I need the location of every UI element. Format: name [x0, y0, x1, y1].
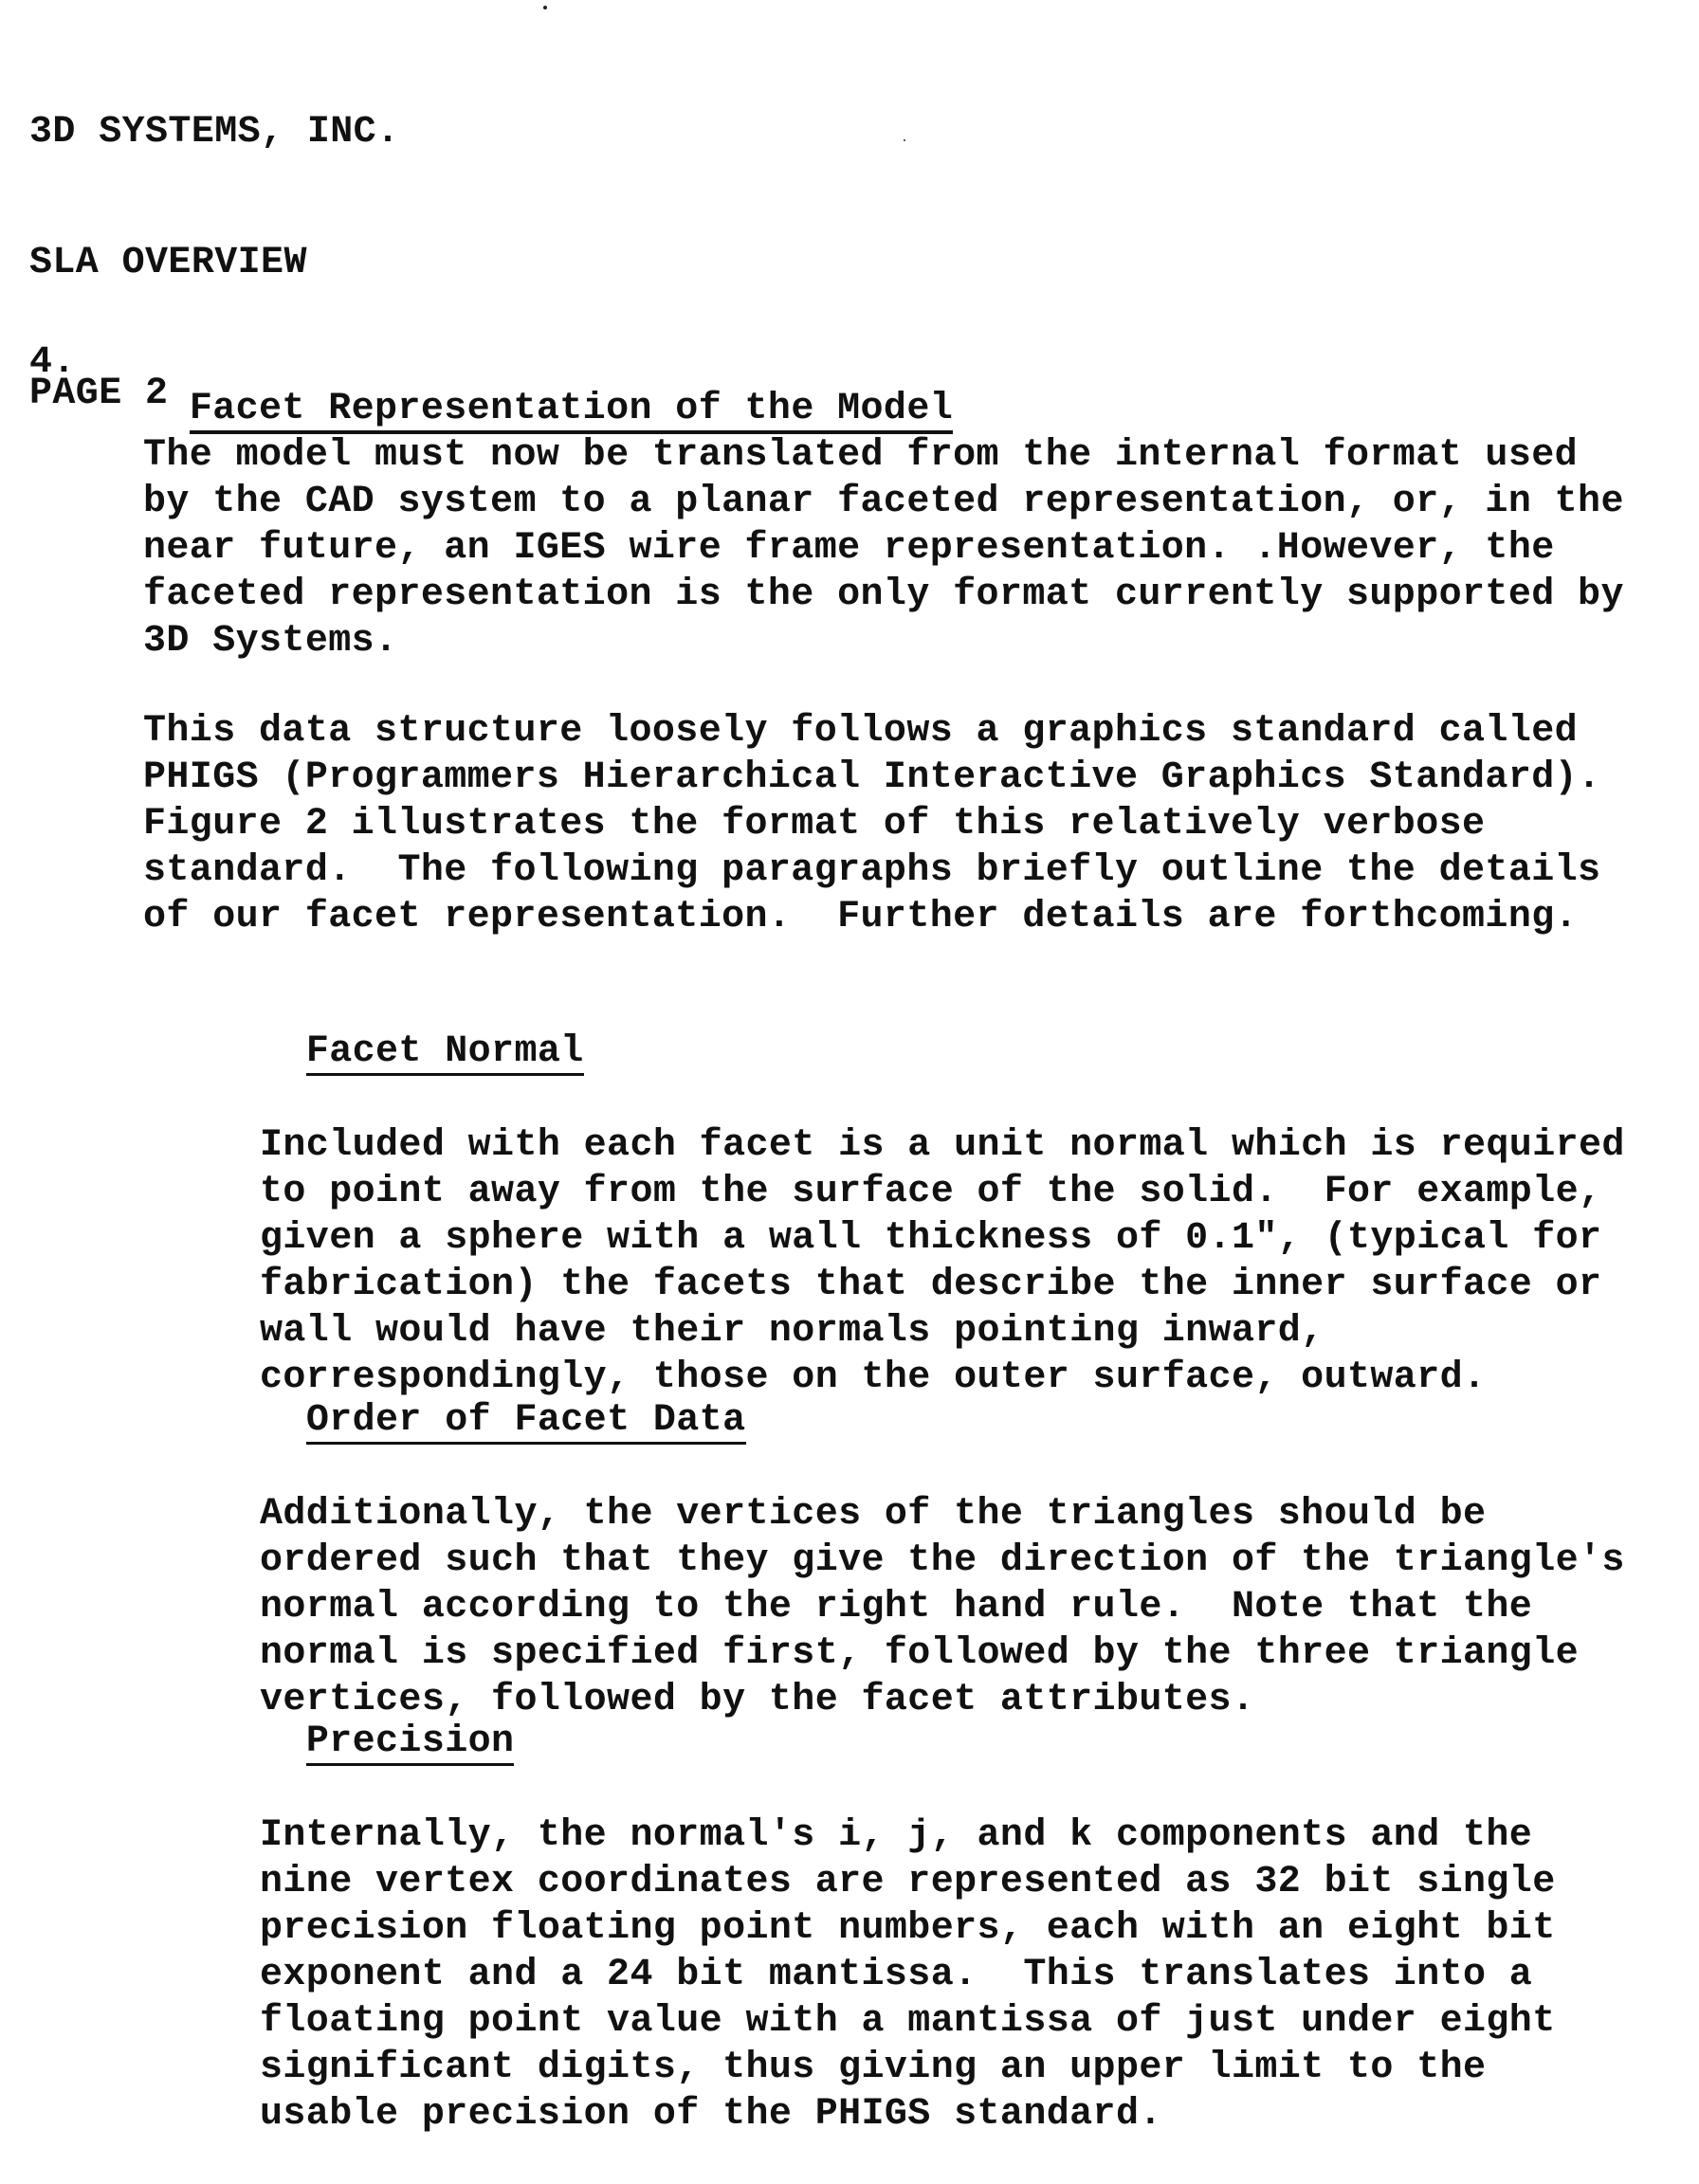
text-line: to point away from the surface of the solid. For example,: [260, 1169, 1625, 1215]
text-line: normal is specified first, followed by the three triangle: [260, 1630, 1625, 1677]
text-line: The model must now be translated from the internal format used: [143, 432, 1624, 479]
speck: [904, 139, 905, 141]
subsection-title: Facet Normal: [306, 1033, 584, 1076]
text-line: wall would have their normals pointing inward,: [260, 1308, 1625, 1355]
header-document-title: SLA OVERVIEW: [29, 242, 399, 285]
text-line: significant digits, thus giving an upper limit to the: [260, 2045, 1556, 2091]
text-line: usable precision of the PHIGS standard.: [260, 2091, 1556, 2138]
header-page-number: PAGE 2: [29, 373, 399, 416]
text-line: 3D Systems.: [143, 618, 1624, 664]
text-line: exponent and a 24 bit mantissa. This translates into a: [260, 1952, 1556, 1998]
text-line: normal according to the right hand rule. Note that the: [260, 1584, 1625, 1630]
section-title: Facet Representation of the Model: [190, 391, 953, 434]
text-line: ordered such that they give the direction of the triangle's: [260, 1538, 1625, 1584]
paragraph-intro: [143, 432, 1624, 664]
text-line: fabrication) the facets that describe the inner surface or: [260, 1262, 1625, 1308]
text-line: Internally, the normal's i, j, and k components and the: [260, 1812, 1556, 1859]
text-line: near future, an IGES wire frame representation. .However, the: [143, 525, 1624, 572]
text-line: correspondingly, those on the outer surface, outward.: [260, 1355, 1625, 1401]
text-line: nine vertex coordinates are represented as 32 bit single: [260, 1859, 1556, 1905]
text-line: faceted representation is the only format currently supported by: [143, 572, 1624, 618]
text-line: Figure 2 illustrates the format of this relatively verbose: [143, 801, 1600, 847]
text-line: by the CAD system to a planar faceted representation, or, in the: [143, 479, 1624, 525]
section-number: 4.: [29, 339, 76, 386]
text-line: floating point value with a mantissa of just under eight: [260, 1998, 1556, 2045]
text-line: precision floating point numbers, each with an eight bit: [260, 1905, 1556, 1952]
paragraph-phigs: [143, 708, 1600, 940]
text-line: Included with each facet is a unit normal which is required: [260, 1122, 1625, 1169]
subsection-title: Order of Facet Data: [306, 1402, 746, 1445]
section-heading: [143, 339, 953, 434]
text-line: This data structure loosely follows a graphics standard called: [143, 708, 1600, 755]
text-line: vertices, followed by the facet attributes.: [260, 1677, 1625, 1723]
subsection-title: Precision: [306, 1723, 515, 1766]
text-line: of our facet representation. Further details are forthcoming.: [143, 894, 1600, 940]
text-line: given a sphere with a wall thickness of 0.1", (typical for: [260, 1215, 1625, 1262]
speck: [543, 6, 547, 9]
text-line: Additionally, the vertices of the triangles should be: [260, 1491, 1625, 1538]
text-line: standard. The following paragraphs briefly outline the details: [143, 847, 1600, 894]
header-company: 3D SYSTEMS, INC.: [29, 111, 399, 155]
subsection-precision: [260, 1672, 1556, 2184]
text-line: PHIGS (Programmers Hierarchical Interactive Graphics Standard).: [143, 755, 1600, 801]
